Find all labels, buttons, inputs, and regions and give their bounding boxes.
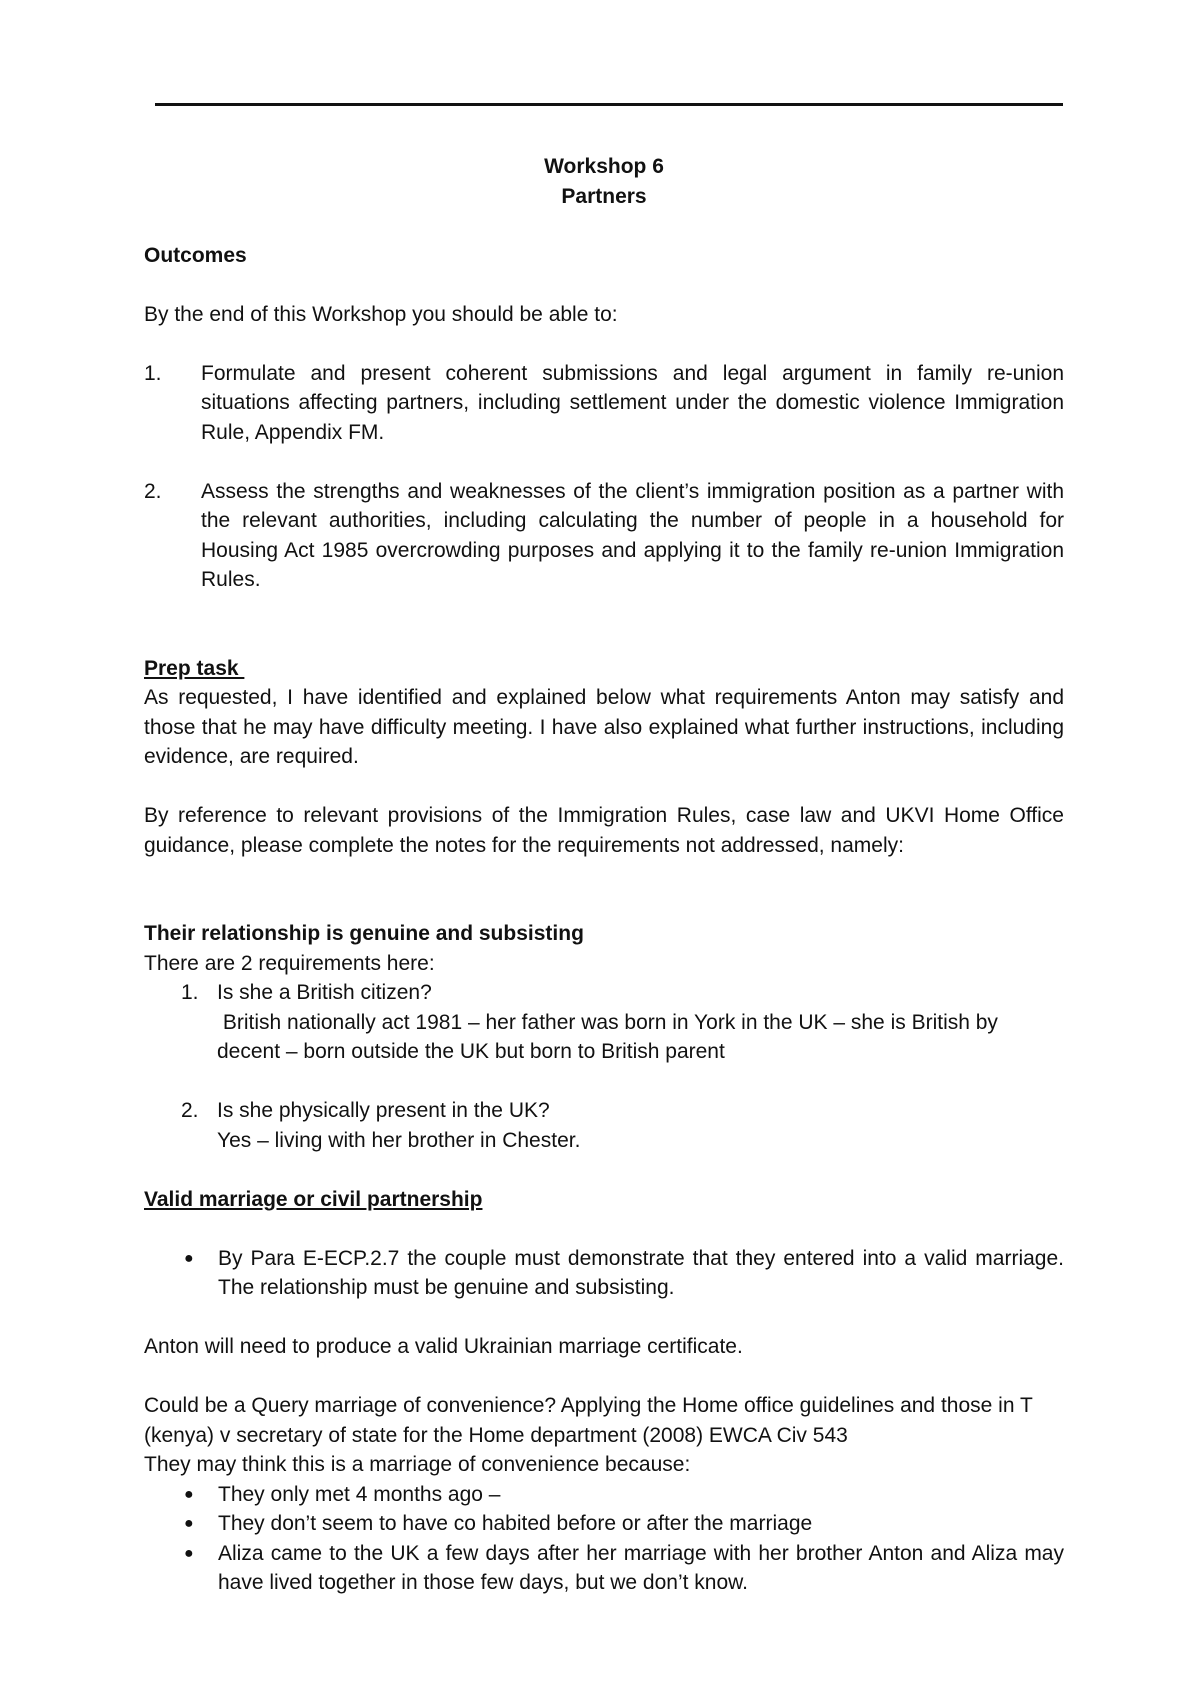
bullet-icon: ●: [184, 1249, 194, 1267]
outcome-number: 1.: [144, 361, 162, 385]
marriage-bullet-text: By Para E-ECP.2.7 the couple must demonstrate that they entered into a valid marriage. The relationship must be genuine and subsisting.: [218, 1246, 1064, 1299]
outcomes-heading: Outcomes: [144, 243, 247, 267]
outcomes-intro: By the end of this Workshop you should be able to:: [144, 302, 618, 326]
prep-task-instruction: By reference to relevant provisions of the Immigration Rules, case law and UKVI Home Office guidance, please complete the notes for the requirements not addressed, namely:: [144, 804, 1064, 857]
outcome-text: Formulate and present coherent submissions and legal argument in family re-union situations affecting partners, including settlement under the domestic violence Immigration Rule, Appendix FM.: [201, 361, 1064, 444]
requirement-item: [144, 1096, 1064, 1126]
requirement-question: Is she a British citizen?: [217, 981, 432, 1004]
marriage-heading: Valid marriage or civil partnership: [144, 1187, 483, 1211]
requirement-question: Is she physically present in the UK?: [217, 1099, 550, 1122]
outcome-item: [144, 477, 1064, 595]
bullet-icon: ●: [184, 1544, 194, 1562]
requirement-answer: Yes – living with her brother in Chester.: [217, 1128, 581, 1152]
workshop-title: Workshop 6: [544, 155, 664, 178]
reason-text: They only met 4 months ago –: [218, 1482, 501, 1506]
requirement-number: 1.: [181, 981, 199, 1004]
outcomes-list: [144, 359, 1064, 595]
outcome-number: 2.: [144, 479, 162, 503]
document-body: [144, 152, 1064, 1598]
outcome-item: [144, 359, 1064, 448]
reason-text: They don’t seem to have co habited before or after the marriage: [218, 1512, 813, 1535]
requirements-list: [144, 978, 1064, 1008]
marriage-certificate-note: Anton will need to produce a valid Ukrainian marriage certificate.: [144, 1335, 743, 1358]
prep-task-heading: Prep task: [144, 656, 245, 680]
marriage-convenience-query: Could be a Query marriage of convenience? Applying the Home office guidelines and those in T (kenya) v secretary of state for the Home department (2008) EWCA Civ 543: [144, 1394, 1033, 1447]
reason-item: [144, 1480, 1064, 1510]
prep-task-paragraph: As requested, I have identified and explained below what requirements Anton may satisfy and those that he may have difficulty meeting. I have also explained what further instructions, including evidence, are required.: [144, 686, 1064, 768]
relationship-heading: Their relationship is genuine and subsisting: [144, 922, 584, 945]
workshop-subtitle: Partners: [561, 184, 647, 208]
bullet-icon: ●: [184, 1485, 194, 1503]
header-rule: [155, 103, 1063, 106]
requirement-number: 2.: [181, 1099, 199, 1122]
requirements-list: [144, 1096, 1064, 1126]
marriage-bullet-list: [144, 1244, 1064, 1303]
marriage-bullet-item: [144, 1244, 1064, 1303]
marriage-reasons-intro: They may think this is a marriage of convenience because:: [144, 1453, 691, 1476]
reasons-list: [144, 1480, 1064, 1598]
bullet-icon: ●: [184, 1515, 194, 1532]
requirement-answer: British nationally act 1981 – her father was born in York in the UK – she is British by decent – born outside the UK but born to British parent: [217, 1010, 1004, 1063]
reason-text: Aliza came to the UK a few days after her marriage with her brother Anton and Aliza may have lived together in those few days, but we don’t know.: [218, 1541, 1064, 1594]
relationship-intro: There are 2 requirements here:: [144, 951, 435, 975]
outcome-text: Assess the strengths and weaknesses of the client’s immigration position as a partner with the relevant authorities, including calculating the number of people in a household for Housing Act 1985 overcrowding purposes and applying it to the family re-union Immigration Rules.: [201, 479, 1064, 591]
reason-item: [144, 1509, 1064, 1539]
requirement-item: [144, 978, 1064, 1008]
reason-item: [144, 1539, 1064, 1598]
